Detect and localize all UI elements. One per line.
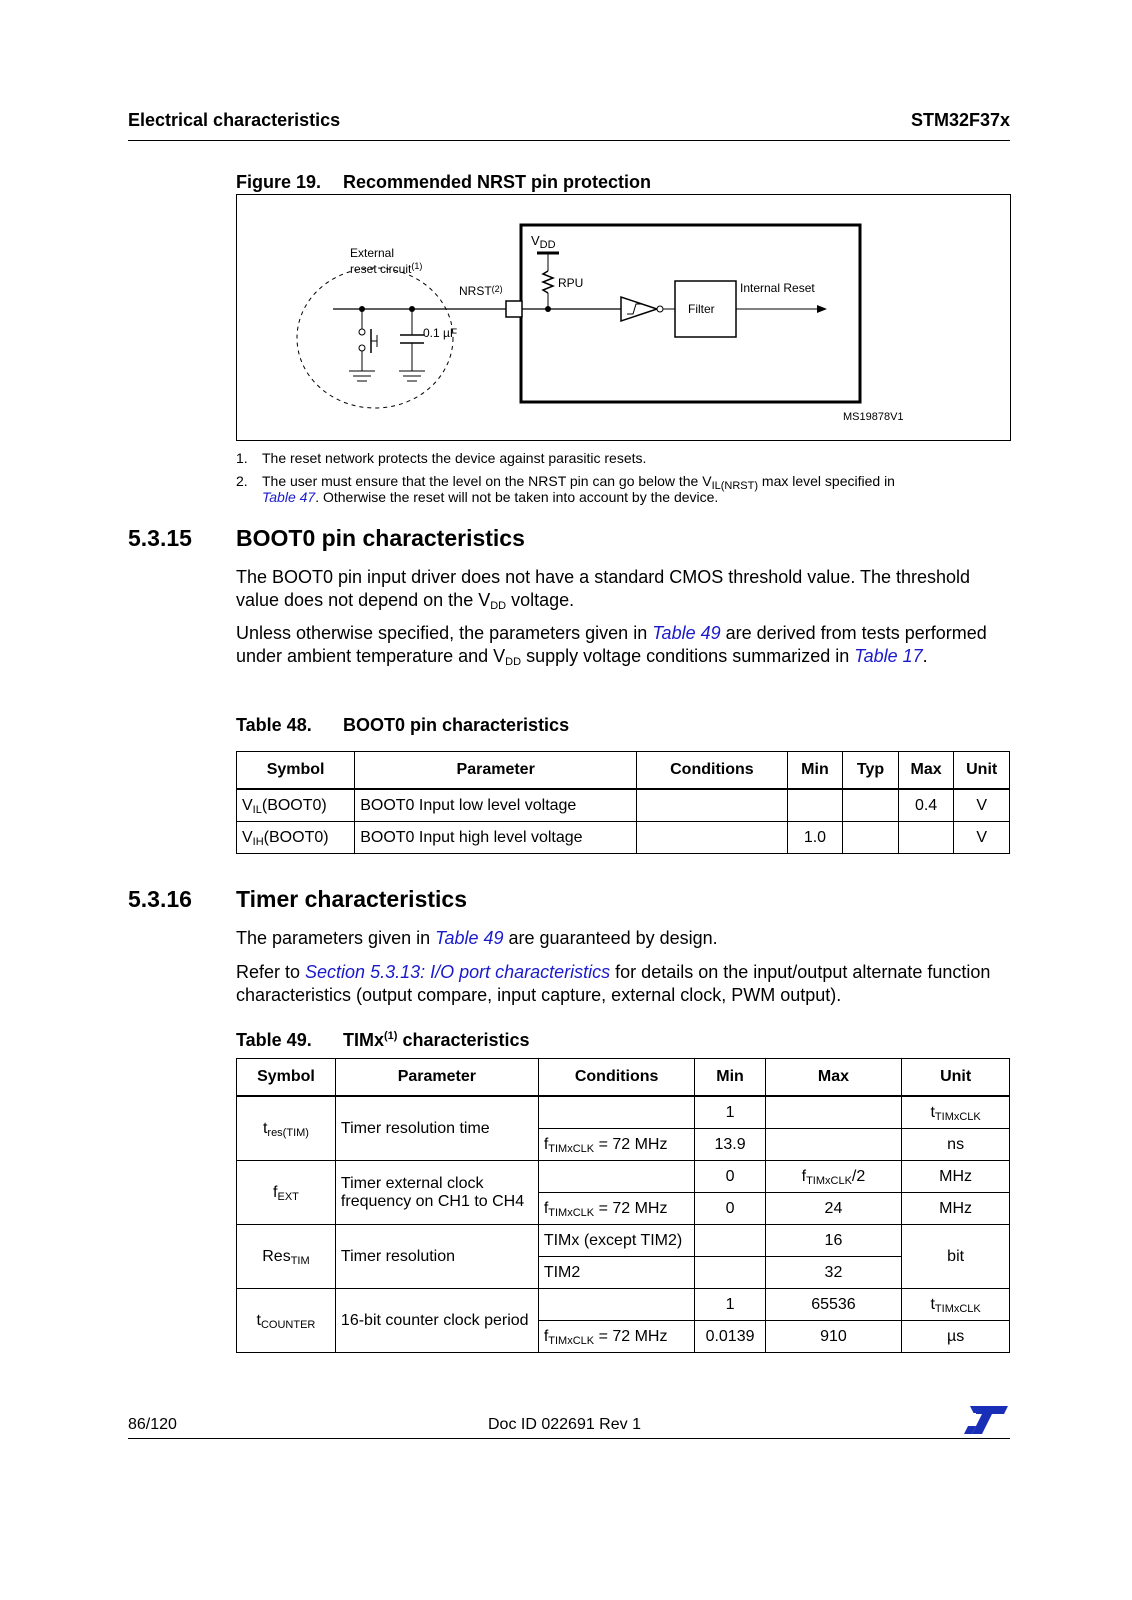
table-row: $V_{IL}(BOOT0)$ BOOT0 Input low level voltage 0.4 V [237, 789, 1010, 822]
boot0-paragraph-1: The BOOT0 pin input driver does not have a standard CMOS threshold value. The threshold value does not depend on the $V_{DD}$ voltage. [236, 567, 971, 612]
label-internal-reset: Internal Reset [740, 281, 815, 295]
figure-code: MS19878V1 [843, 411, 904, 423]
switch-contact-bottom [359, 345, 365, 351]
header-rule [128, 140, 1010, 141]
nrst-circuit-diagram [237, 195, 1010, 440]
table-boot0 [236, 751, 1010, 854]
table-row: TIM2 32 [237, 1257, 1010, 1289]
nrst-pin [506, 301, 522, 317]
pullup-resistor [543, 271, 553, 293]
figure-title: Recommended NRST pin protection [343, 172, 652, 192]
table-row: $f_{EXT}$ Timer external clock frequency on CH1 to CH4 0 $f_{TIMxCLK}/2$ MHz [237, 1161, 1010, 1193]
running-header-left: Electrical characteristics [128, 110, 341, 130]
table-timx [236, 1058, 1010, 1353]
st-logo [962, 1404, 1010, 1441]
table-header-row: Symbol Parameter Conditions Min Max Unit [237, 1059, 1010, 1097]
link-table-49-b[interactable]: Table 49 [435, 928, 504, 948]
link-table-47[interactable]: Table 47 [262, 489, 316, 505]
label-reset-circuit: reset circuit$^{(1)}$ [350, 261, 423, 276]
table-row: Res$_{TIM}$ Timer resolution TIMx (except TIM2) 16 bit [237, 1225, 1010, 1257]
doc-id: Doc ID 022691 Rev 1 [488, 1416, 641, 1433]
table48-caption: Table 48. BOOT0 pin characteristics [236, 715, 570, 735]
label-filter: Filter [688, 302, 715, 316]
schmitt-trigger [621, 297, 657, 321]
table-row: $V_{IH}(BOOT0)$ BOOT0 Input high level voltage 1.0 V [237, 822, 1010, 854]
timer-paragraph-1: The parameters given in Table 49 are guaranteed by design. [236, 928, 718, 948]
arrow-head [817, 305, 827, 313]
page-number: 86/120 [128, 1416, 177, 1433]
link-section-5-3-13[interactable]: Section 5.3.13: I/O port characteristics [305, 962, 611, 982]
running-header-right: STM32F37x [910, 110, 1010, 130]
timer-paragraph-2: Refer to Section 5.3.13: I/O port characteristics for details on the input/output alternate function characteristics (output compare, input capture, external clock, PWM output). [236, 962, 991, 1005]
section-heading-timer: 5.3.16 Timer characteristics [128, 886, 467, 912]
footer-rule [128, 1438, 1010, 1439]
switch-contact-top [359, 329, 365, 335]
table-row: $f_{TIMxCLK} = 72$ MHz 0 24 MHz [237, 1193, 1010, 1225]
link-table-17[interactable]: Table 17 [854, 646, 923, 666]
figure-note-1: 1. The reset network protects the device against parasitic resets. [236, 450, 647, 466]
figure-nrst-protection [236, 194, 1011, 441]
label-capacitor: 0.1 µF [423, 326, 458, 340]
label-rpu: RPU [558, 276, 584, 290]
table-row: $f_{TIMxCLK} = 72$ MHz 13.9 ns [237, 1129, 1010, 1161]
figure-number: Figure 19. [236, 172, 322, 192]
label-vdd: $V_{DD}$ [531, 233, 556, 251]
table-header-row: Symbol Parameter Conditions Min Typ Max Unit [237, 752, 1010, 790]
section-heading-boot0: 5.3.15 BOOT0 pin characteristics [128, 525, 525, 551]
link-table-49[interactable]: Table 49 [652, 623, 721, 643]
label-nrst: NRST$^{(2)}$ [459, 284, 503, 298]
label-external: External [350, 246, 395, 260]
table-row: $t_{COUNTER}$ 16-bit counter clock period 1 65536 $t_{TIMxCLK}$ [237, 1289, 1010, 1321]
figure-note-2: 2. The user must ensure that the level on the NRST pin can go below the $V_{IL(NRST)}$ max level specified in Table 47. Otherwise the reset will not be taken into account by the device. [236, 473, 895, 505]
table49-caption: Table 49. TIMx$^{(1)}$ characteristics [236, 1030, 530, 1050]
figure-caption [236, 172, 651, 193]
st-logo-icon [962, 1404, 1010, 1436]
table-row: $t_{res(TIM)}$ Timer resolution time 1 $t_{TIMxCLK}$ [237, 1096, 1010, 1129]
boot0-paragraph-2: Unless otherwise specified, the parameters given in Table 49 are derived from tests performed under ambient temperature and $V_{DD}$ supply voltage conditions summarized in Table 17. [236, 623, 987, 668]
table-row: $f_{TIMxCLK} = 72$ MHz 0.0139 910 µs [237, 1321, 1010, 1353]
